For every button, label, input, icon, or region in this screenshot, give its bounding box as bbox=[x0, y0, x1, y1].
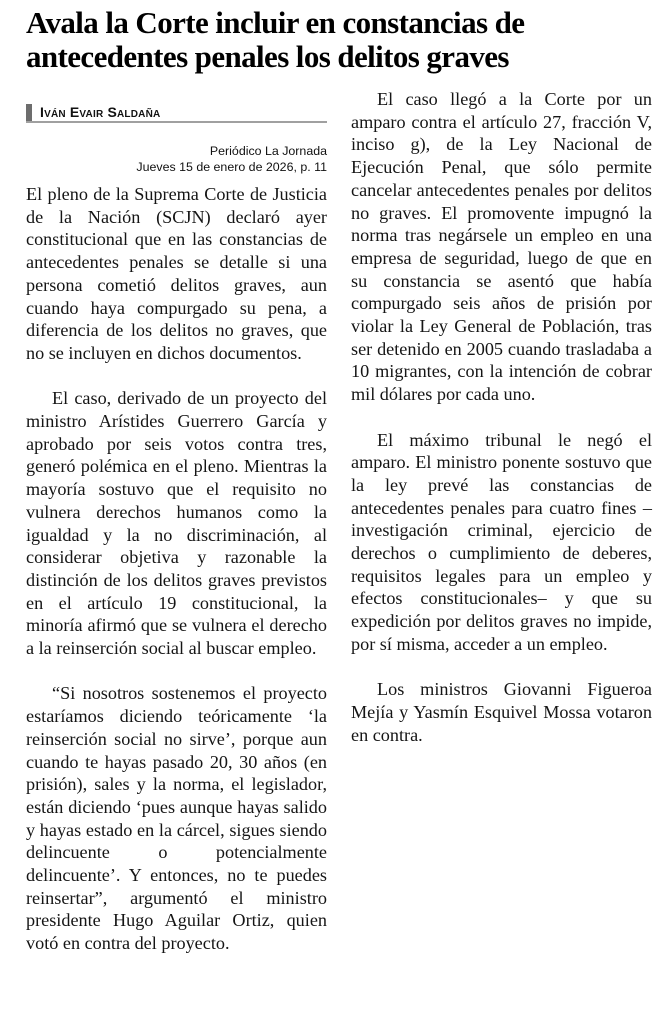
source-info bbox=[26, 143, 327, 175]
author-name: Iván Evair Saldaña bbox=[40, 104, 161, 120]
byline bbox=[26, 95, 327, 123]
paragraph: Los ministros Giovanni Figueroa Mejía y Yasmín Esquivel Mossa votaron en contra. bbox=[351, 679, 652, 745]
paragraph: El caso, derivado de un proyecto del ministro Arístides Guerrero García y aprobado por seis votos contra tres, generó polémica en el pleno. Mientras la mayoría sostuvo que el requisito no vulnera derechos humanos como la igualdad y la no discriminación, al considerar objetiva y razonable la distinción de los delitos graves previstos en el artículo 19 constitucional, la minoría afirmó que se vulnera el derecho a la reinserción social al buscar empleo. bbox=[26, 388, 327, 659]
paragraph: El pleno de la Suprema Corte de Justicia de la Nación (SCJN) declaró ayer constitucional que en las constancias de antecedentes penales se detalle si una persona cometió delitos graves, aun cuando haya compurgado su pena, a diferencia de los delitos no graves, que no se incluyen en dichos documentos. bbox=[26, 184, 327, 363]
publication-date-page: Jueves 15 de enero de 2026, p. 11 bbox=[136, 160, 327, 174]
headline: Avala la Corte incluir en constancias de antecedentes penales los delitos graves bbox=[26, 5, 525, 74]
byline-bar-marker bbox=[26, 104, 32, 121]
right-column bbox=[351, 88, 652, 769]
publication-name: Periódico La Jornada bbox=[209, 144, 327, 158]
paragraph: El máximo tribunal le negó el amparo. El ministro ponente sostuvo que la ley prevé las constancias de antecedentes penales para cuatro fines –investigación criminal, ejercicio de derechos o cumplimiento de deberes, requisitos legales para un empleo y efectos constitucionales– y que su expedición por delitos graves no impide, por sí misma, acceder a un empleo. bbox=[351, 429, 652, 654]
left-column bbox=[26, 95, 327, 978]
paragraph: “Si nosotros sostenemos el proyecto estaríamos diciendo teóricamente ‘la reinserción social no sirve’, porque aun cuando te hayas pasado 20, 30 años (en prisión), sales y la norma, el legislador, están diciendo ‘pues aunque hayas salido y hayas estado en la cárcel, sigues siendo delincuente o potencialmente delincuente’. Y entonces, no te puedes reinsertar”, argumentó el ministro presidente Hugo Aguilar Ortiz, quien votó en contra del proyecto. bbox=[26, 683, 327, 954]
paragraph: El caso llegó a la Corte por un amparo contra el artículo 27, fracción V, inciso g), de la Ley Nacional de Ejecución Penal, que sólo permite cancelar antecedentes penales por delitos no graves. El promovente impugnó la norma tras negársele un empleo en una empresa de seguridad, luego de que en su constancia se asentó que había compurgado seis años de prisión por violar la Ley General de Población, tras ser detenido en 2005 cuando trasladaba a 10 migrantes, con la intención de cobrar mil dólares por cada uno. bbox=[351, 89, 652, 405]
